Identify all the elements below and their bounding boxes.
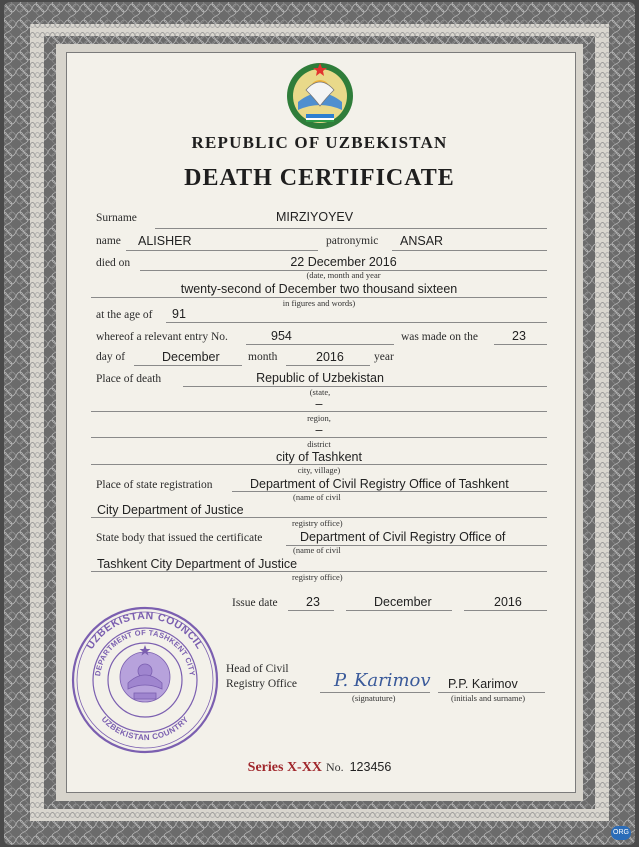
- name-line: [126, 250, 318, 251]
- place-state-value: Republic of Uzbekistan: [256, 371, 384, 385]
- issuer-value-2: Tashkent City Department of Justice: [97, 557, 298, 571]
- seal-top-text: UZBEKISTAN COUNCIL: [84, 609, 206, 652]
- registration-line-1: [232, 491, 547, 492]
- region-caption: region,: [307, 413, 331, 423]
- district-value: –: [315, 423, 323, 437]
- series-label: Series X-XX: [247, 760, 322, 775]
- made-on-line: [494, 344, 547, 345]
- made-on-label: was made on the: [401, 331, 478, 343]
- series-number-value: 123456: [349, 760, 392, 774]
- figures-caption: in figures and words): [282, 298, 356, 308]
- date-caption: (date, month and year: [306, 270, 381, 280]
- place-label: Place of death: [96, 373, 162, 385]
- signature-caption: (signatuture): [352, 693, 396, 703]
- date-words-value: twenty-second of December two thousand sixteen: [180, 282, 458, 296]
- issuer-civil-caption: (name of civil: [293, 545, 341, 555]
- seal-bottom-text: UZBEKISTAN COUNTRY: [99, 714, 191, 743]
- issue-day-line: [288, 610, 334, 611]
- city-value: city of Tashkent: [276, 450, 362, 464]
- head-label-2: Registry Office: [226, 678, 298, 690]
- registration-value-2: City Department of Justice: [97, 503, 244, 517]
- city-caption: city, village): [297, 465, 341, 475]
- seal-mid-text: DEPARTMENT OF TASHKENT CITY: [93, 627, 197, 677]
- handwritten-signature: P. Karimov: [334, 670, 431, 691]
- issue-month-line: [346, 610, 452, 611]
- series-no-label: No.: [325, 760, 344, 774]
- age-value: 91: [172, 307, 186, 321]
- surname-label: Surname: [96, 212, 137, 224]
- watermark-badge: ORG: [611, 826, 631, 840]
- series-number: [0, 758, 639, 776]
- issuer-registry-caption: registry office): [292, 572, 343, 582]
- issue-date-label: Issue date: [232, 597, 278, 609]
- registration-value-1: Department of Civil Registry Office of Tashkent: [250, 477, 509, 491]
- issuer-value-1: Department of Civil Registry Office of: [300, 530, 506, 544]
- surname-value: MIRZIYOYEV: [276, 210, 354, 224]
- issue-day-value: 23: [306, 595, 320, 609]
- issue-month-value: December: [374, 595, 432, 609]
- entry-year-value: 2016: [316, 350, 344, 364]
- issue-year-line: [464, 610, 547, 611]
- name-caption: (initials and surname): [451, 693, 526, 703]
- region-value: –: [315, 397, 323, 411]
- patronymic-value: ANSAR: [400, 234, 444, 248]
- age-line: [166, 322, 547, 323]
- registration-label: Place of state registration: [96, 479, 213, 491]
- svg-text:UZBEKISTAN COUNTRY: [100, 715, 191, 743]
- issue-year-value: 2016: [494, 595, 522, 609]
- age-label: at the age of: [96, 309, 153, 321]
- document-title: DEATH CERTIFICATE: [184, 165, 455, 191]
- day-of-label: day of: [96, 351, 126, 363]
- civil-caption: (name of civil: [293, 492, 341, 502]
- state-emblem-icon: [284, 60, 356, 132]
- month-label: month: [248, 351, 278, 363]
- entry-label: whereof a relevant entry No.: [96, 331, 228, 343]
- entry-year-line: [286, 365, 370, 366]
- district-line: [91, 437, 547, 438]
- name-label: name: [96, 235, 121, 247]
- entry-no-value: 954: [271, 329, 292, 343]
- issuer-label: State body that issued the certificate: [96, 532, 263, 544]
- district-caption: district: [307, 439, 331, 449]
- patronymic-line: [392, 250, 547, 251]
- year-label: year: [374, 351, 394, 363]
- name-value: ALISHER: [138, 234, 192, 248]
- country-title: REPUBLIC OF UZBEKISTAN: [191, 133, 448, 152]
- made-on-day-value: 23: [512, 329, 526, 343]
- registry-caption: registry office): [292, 518, 343, 528]
- head-label-1: Head of Civil: [226, 663, 289, 675]
- entry-month-value: December: [162, 350, 220, 364]
- state-caption: (state,: [309, 387, 331, 397]
- entry-month-line: [134, 365, 242, 366]
- printed-name-value: P.P. Karimov: [448, 677, 518, 691]
- region-line: [91, 411, 547, 412]
- died-on-label: died on: [96, 257, 131, 269]
- surname-line: [155, 228, 547, 229]
- died-on-value: 22 December 2016: [290, 255, 397, 269]
- registry-seal: [70, 605, 220, 755]
- patronymic-label: patronymic: [326, 235, 379, 247]
- entry-line: [246, 344, 394, 345]
